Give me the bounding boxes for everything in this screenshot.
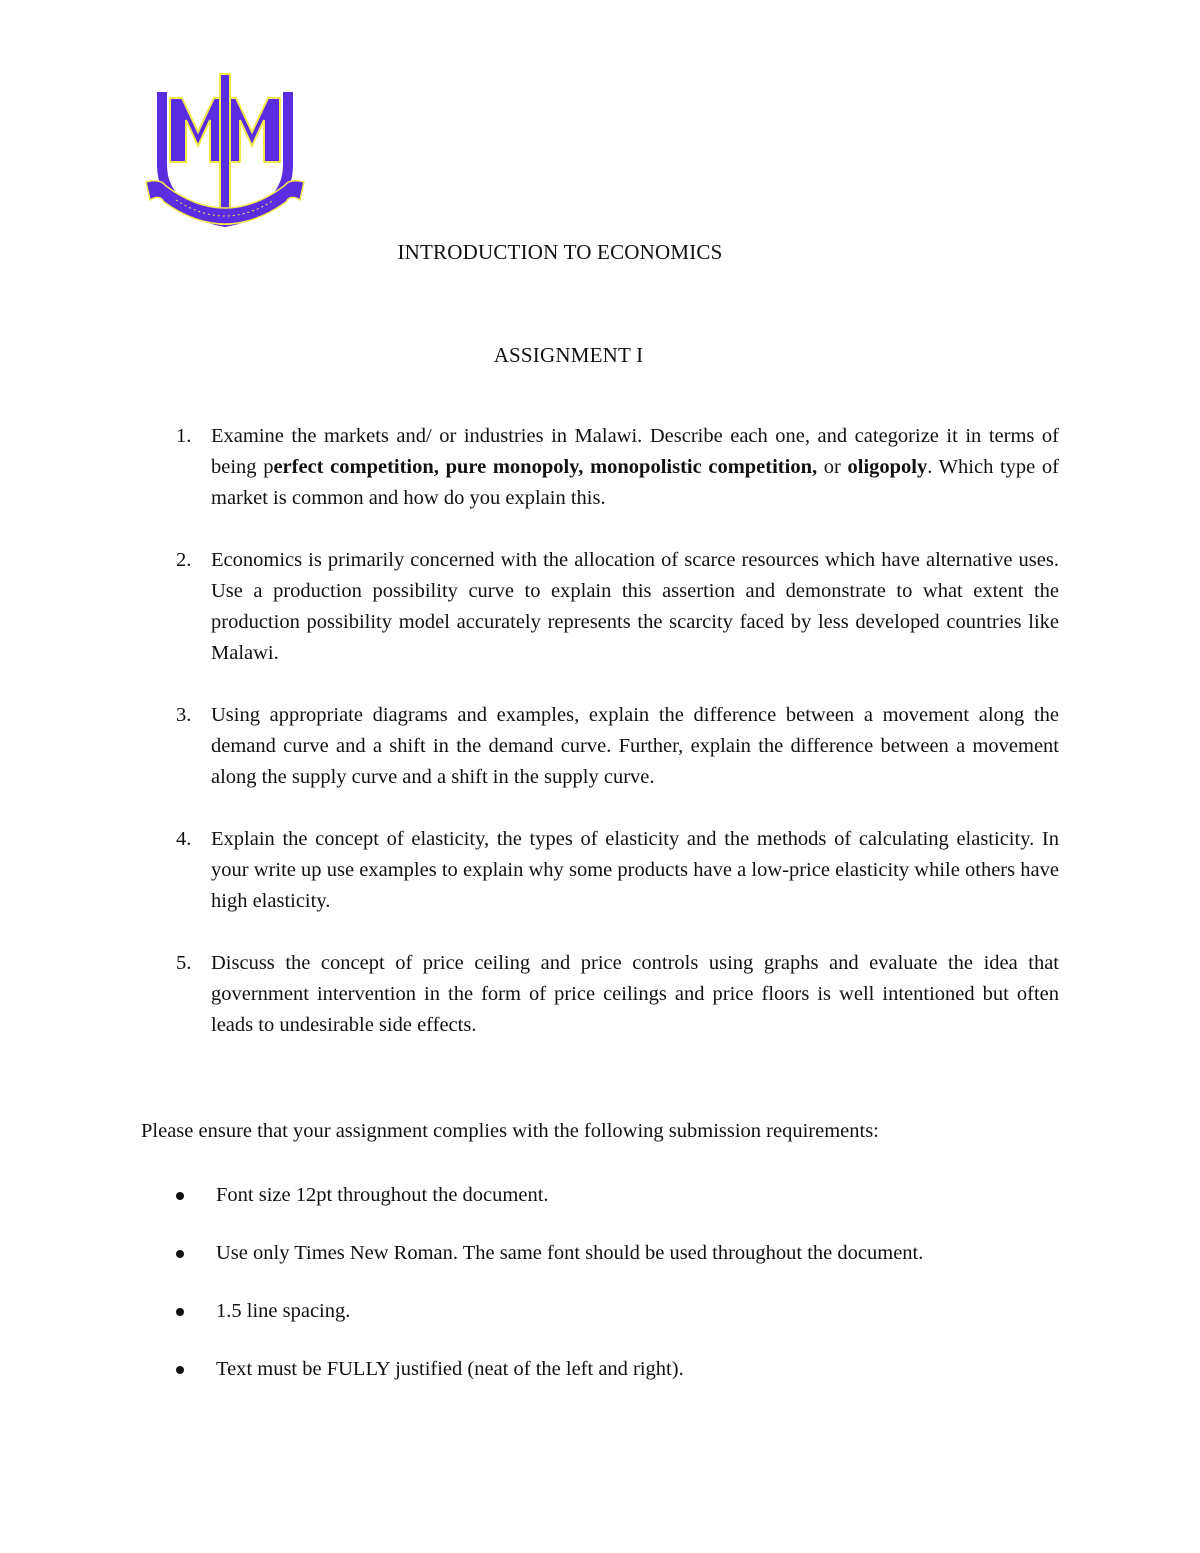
requirement-item [168, 1296, 923, 1354]
bullet-icon [176, 1250, 184, 1258]
market-types-bold: erfect competition, pure monopoly, monopolistic competition, [273, 456, 818, 478]
question-number: 1. [176, 425, 192, 447]
assignment-title: ASSIGNMENT I [493, 343, 644, 367]
bullet-icon [176, 1308, 184, 1316]
requirements-list [168, 1180, 923, 1412]
question-text: Discuss the concept of price ceiling and price controls using graphs and evaluate the idea that government intervention in the form of price ceilings and price floors is well intentioned but often leads to undesirable side effects. [211, 952, 1059, 1036]
logo-letter-m-right [230, 98, 280, 162]
question-text: Economics is primarily concerned with the allocation of scarce resources which have alternative uses. Use a production possibility curve to explain this assertion and demonstrate to what extent the production possibility model accurately represents the scarcity faced by less developed countries like Malawi. [211, 549, 1059, 664]
question-item [162, 824, 1059, 917]
requirement-item [168, 1238, 923, 1296]
oligopoly-bold: oligopoly [847, 456, 928, 478]
question-item [162, 545, 1059, 669]
requirement-text: Font size 12pt throughout the document. [216, 1184, 549, 1206]
requirement-text: Use only Times New Roman. The same font should be used throughout the document. [216, 1242, 924, 1264]
requirement-text: Text must be FULLY justified (neat of the left and right). [216, 1358, 684, 1380]
question-item [162, 948, 1059, 1041]
requirement-text: 1.5 line spacing. [216, 1300, 351, 1322]
question-text: Using appropriate diagrams and examples, explain the difference between a movement along the demand curve and a shift in the demand curve. Further, explain the difference between a movement along the supply curve and a shift in the supply curve. [211, 704, 1059, 788]
question-list [162, 421, 1059, 1072]
mim-logo [140, 70, 310, 240]
requirement-item [168, 1180, 923, 1238]
question-number: 5. [176, 952, 192, 974]
bullet-icon [176, 1366, 184, 1374]
question-number: 3. [176, 704, 192, 726]
bullet-icon [176, 1192, 184, 1200]
question-text: Examine the markets and/ or industries in Malawi. Describe each one, and categorize it in terms of being perfect competition, pure monopoly, monopolistic competition, or oligopoly. Which type of market is common and how do you explain this. [211, 425, 1060, 509]
submission-note: Please ensure that your assignment complies with the following submission requirements: [141, 1120, 879, 1142]
question-item [162, 700, 1059, 793]
question-text: Explain the concept of elasticity, the types of elasticity and the methods of calculating elasticity. In your write up use examples to explain why some products have a low-price elasticity while others have high elasticity. [211, 828, 1059, 912]
logo-letter-i [220, 74, 230, 224]
course-title: INTRODUCTION TO ECONOMICS [397, 240, 723, 264]
question-number: 2. [176, 549, 192, 571]
question-item [162, 421, 1059, 514]
logo-letter-m-left [170, 98, 220, 162]
requirement-item [168, 1354, 923, 1412]
question-number: 4. [176, 828, 192, 850]
